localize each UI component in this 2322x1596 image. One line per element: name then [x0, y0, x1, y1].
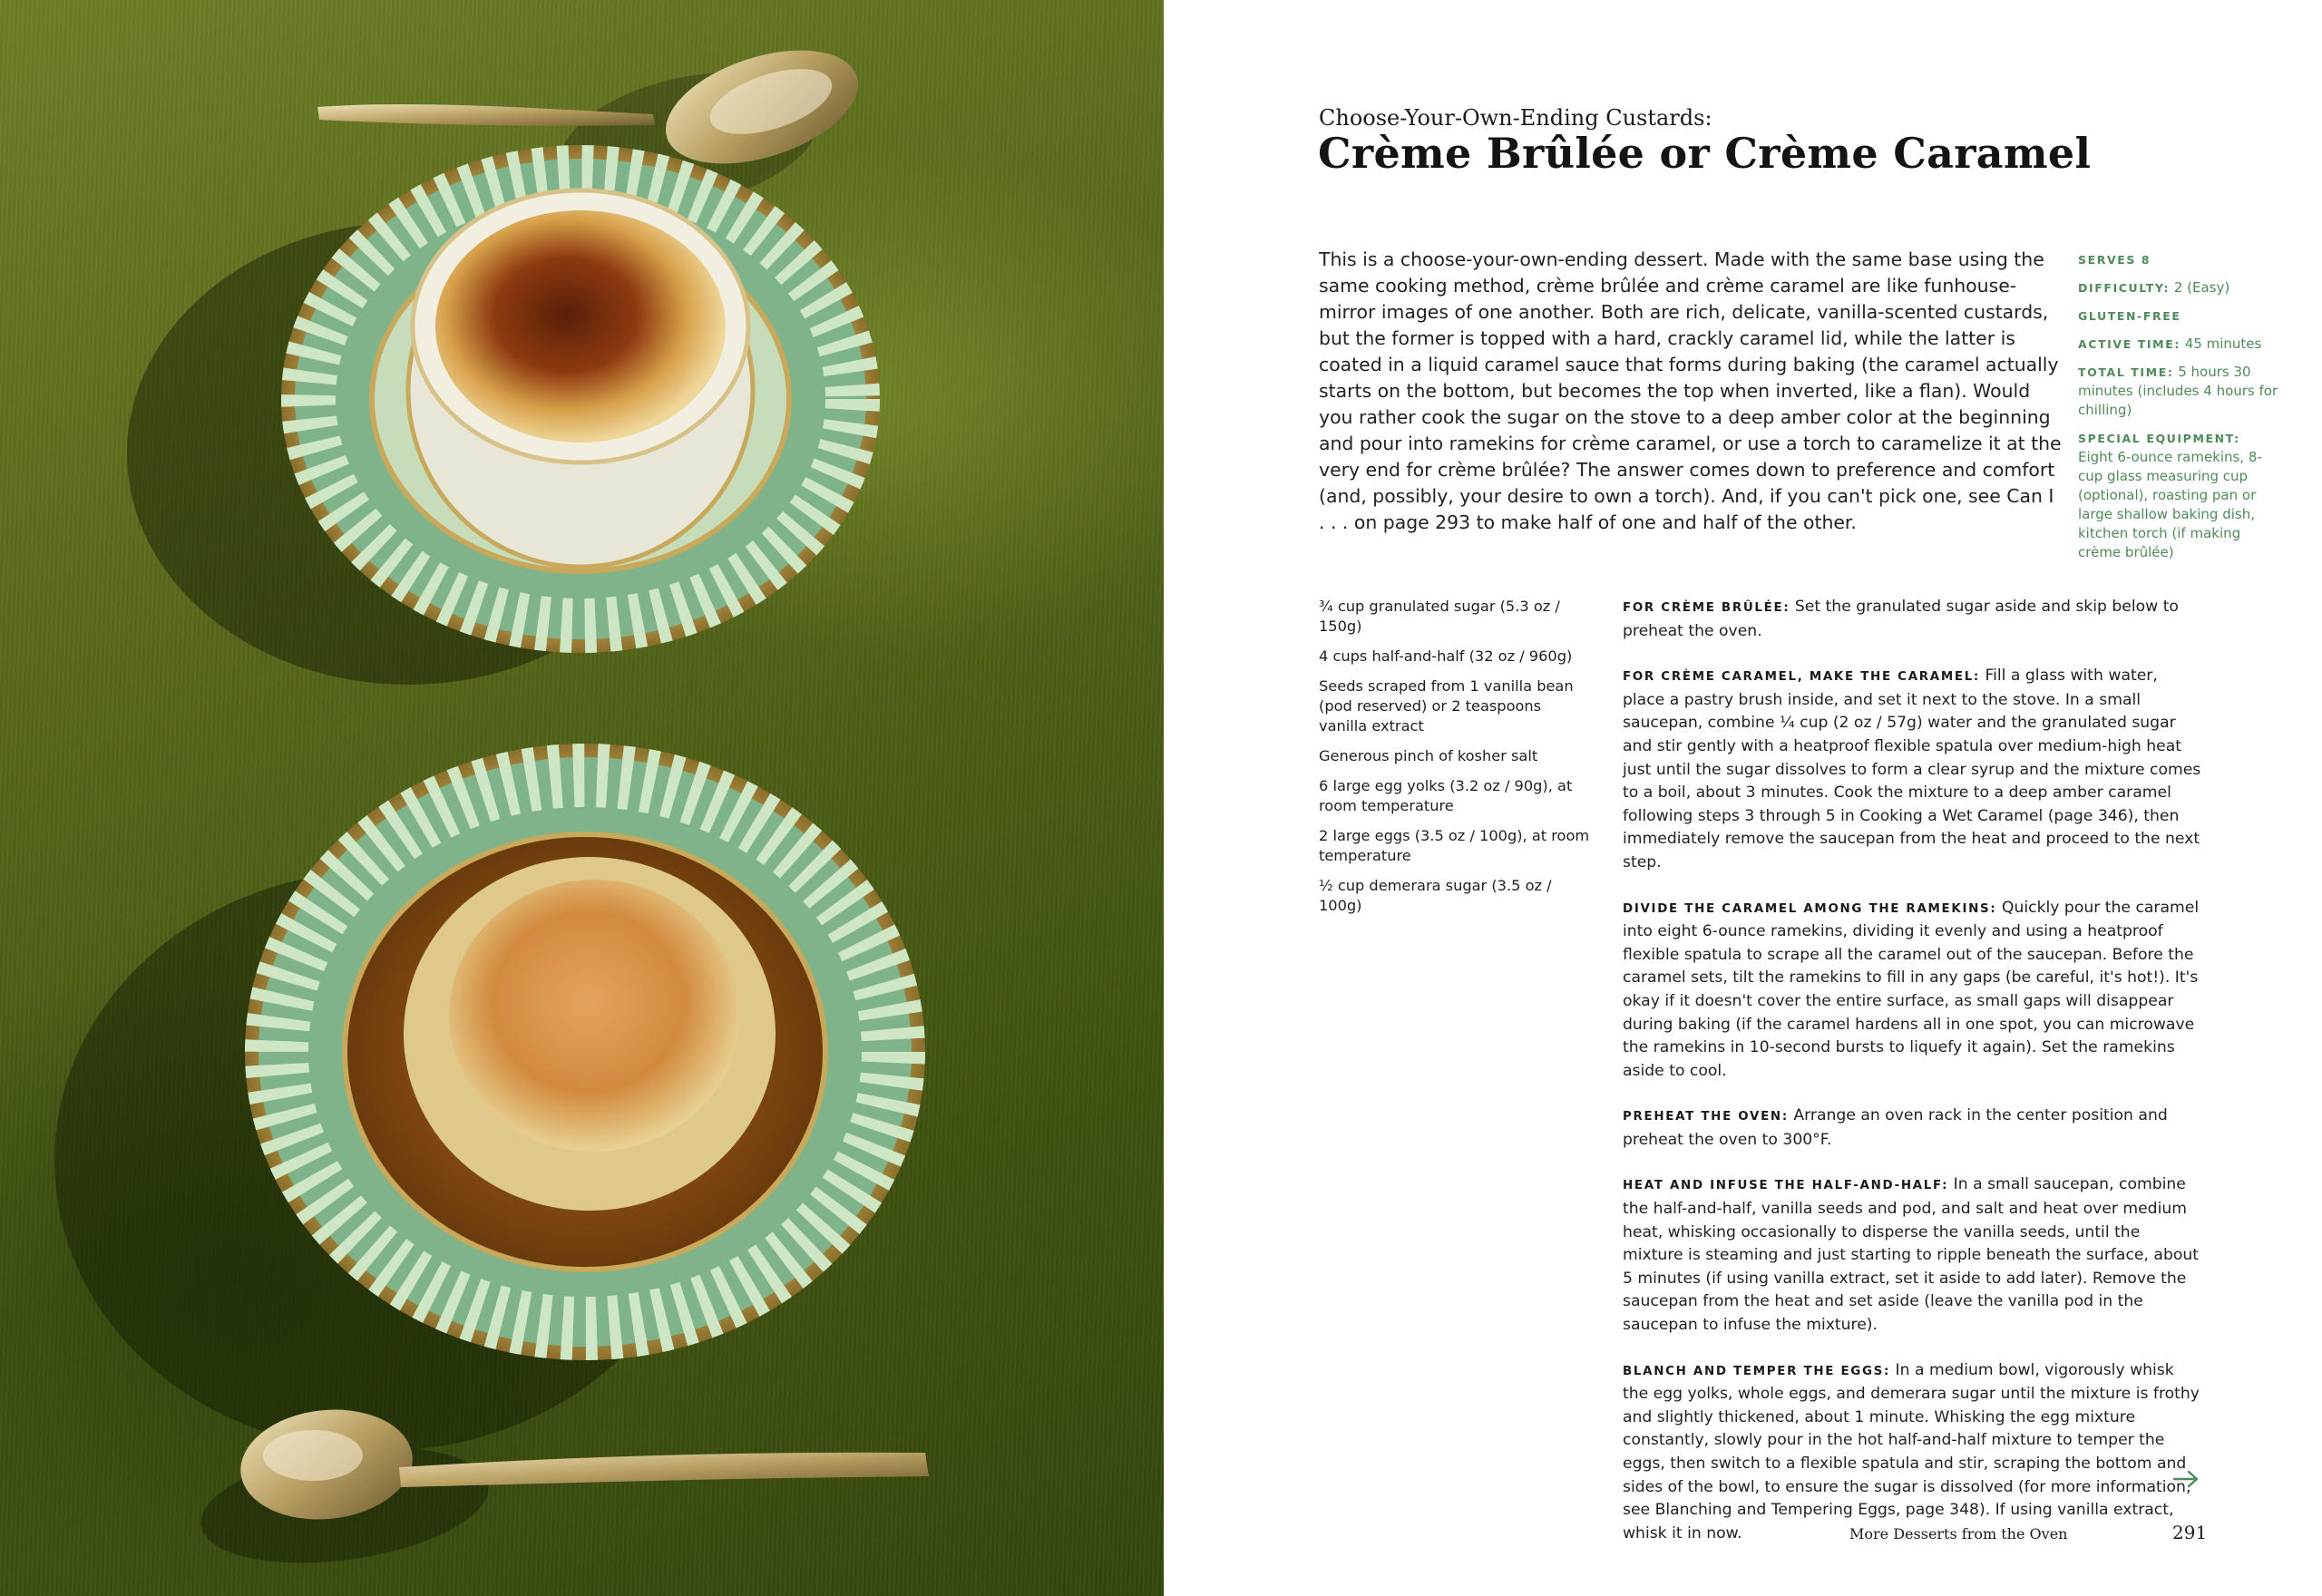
active-time-label: ACTIVE TIME:	[2078, 337, 2181, 351]
step-text: In a medium bowl, vigorously whisk the egg yolks, whole eggs, and demerara sugar until the mixture is frothy and slightly thickened, about 1 minute. Whisking the egg mixture constantly, slowly pour in the hot half-and-half mixture to temper the eggs, then switch to a flexible spatula and stir, scraping the bottom and sides of the bowl, to ensure the sugar is dissolved (for more information, see Blanching and Tempering Eggs, page 348). If using vanilla extract, whisk it in now.	[1623, 1360, 2200, 1542]
intro-paragraph: This is a choose-your-own-ending dessert. Made with the same base using the same cooking method, crème brûlée and crème caramel are like funhouse-mirror images of one another. Both are rich, delicate, vanilla-scented custards, but the former is topped with a hard, crackly caramel lid, while the latter is coated in a liquid caramel sauce that forms during baking (the caramel actually starts on the bottom, but becomes the top when inverted, like a flan). Would you rather cook the sugar on the stove to a deep amber color at the beginning and pour into ramekins for crème caramel, or use a torch to caramelize it at the very end for crème brûlée? The answer comes down to preference and comfort (and, possibly, your desire to own a torch). And, if you can't pick one, see Can I . . . on page 293 to make half of one and half of the other.	[1319, 248, 2062, 533]
creme-brulee-plate	[127, 145, 880, 685]
difficulty-value: 2 (Easy)	[2170, 279, 2230, 296]
bottom-spoon	[193, 1401, 929, 1579]
ingredient-item: 6 large egg yolks (3.2 oz / 90g), at room temperature	[1319, 777, 1573, 814]
step-label: BLANCH AND TEMPER THE EGGS:	[1623, 1364, 1891, 1378]
ingredient-item: Generous pinch of kosher salt	[1319, 747, 1538, 764]
step-text: Set the granulated sugar aside and skip below to preheat the oven.	[1623, 598, 2179, 640]
step-label: PREHEAT THE OVEN:	[1623, 1110, 1789, 1124]
difficulty-label: DIFFICULTY:	[2078, 281, 2171, 295]
total-time-label: TOTAL TIME:	[2078, 365, 2174, 379]
method-step	[1623, 596, 2203, 643]
meta-active-time	[2078, 335, 2287, 354]
step-text: In a small saucepan, combine the half-and-half, vanilla seeds and pod, and salt and heat over medium heat, whisking occasionally to disperse the vanilla seeds, until the mixture is steaming and just starting to ripple beneath the surface, about 5 minutes (if using vanilla extract, set it aside to add later). Remove the saucepan from the heat and set aside (leave the vanilla pod in the saucepan to infuse the mixture).	[1623, 1175, 2200, 1335]
active-time-value: 45 minutes	[2180, 336, 2262, 352]
ingredient-list	[1319, 597, 1591, 926]
recipe-meta	[2078, 250, 2287, 571]
ingredient-item: ½ cup demerara sugar (3.5 oz / 100g)	[1319, 877, 1552, 914]
method-step	[1623, 897, 2203, 1084]
arrow-right-icon[interactable]	[2172, 1469, 2200, 1489]
footer-section-title: More Desserts from the Oven	[1849, 1525, 2068, 1542]
recipe-page	[1164, 0, 2322, 1596]
step-label: FOR CRÈME CARAMEL, MAKE THE CARAMEL:	[1623, 670, 1980, 685]
recipe-intro	[1319, 247, 2063, 536]
creme-caramel-plate	[54, 744, 925, 1451]
ingredient-item: ¾ cup granulated sugar (5.3 oz / 150g)	[1319, 598, 1560, 635]
meta-difficulty	[2078, 278, 2287, 297]
step-text: Arrange an oven rack in the center position and preheat the oven to 300°F.	[1623, 1106, 2168, 1149]
meta-serves	[2078, 250, 2287, 269]
diet-label: GLUTEN-FREE	[2078, 309, 2181, 323]
serves-label: SERVES 8	[2078, 253, 2151, 267]
ingredient-item: Seeds scraped from 1 vanilla bean (pod reserved) or 2 teaspoons vanilla extract	[1319, 677, 1574, 735]
page-number: 291	[2172, 1522, 2208, 1543]
step-label: DIVIDE THE CARAMEL AMONG THE RAMEKINS:	[1623, 901, 1997, 916]
equipment-value: Eight 6-ounce ramekins, 8-cup glass measuring cup (optional), roasting pan or large shallow baking dish, kitchen torch (if making crème brûlée)	[2078, 449, 2262, 560]
meta-total-time	[2078, 363, 2287, 420]
method-step	[1623, 1173, 2203, 1337]
meta-equipment	[2078, 429, 2287, 562]
recipe-kicker: Choose-Your-Own-Ending Custards:	[1319, 105, 1712, 131]
ingredient-item: 4 cups half-and-half (32 oz / 960g)	[1319, 647, 1573, 665]
step-text: Quickly pour the caramel into eight 6-ounce ramekins, dividing it evenly and using a heatproof flexible spatula to scrape all the caramel out of the saucepan. Before the caramel sets, tilt the ramekins to fill in any gaps (be careful, it's hot!). It's okay if it doesn't cover the entire surface, as small gaps will disappear during baking (if the caramel hardens all in one spot, you can microwave the ramekins in 10-second bursts to liquefy it again). Set the ramekins aside to cool.	[1623, 898, 2200, 1080]
step-label: HEAT AND INFUSE THE HALF-AND-HALF:	[1623, 1179, 1949, 1193]
recipe-title: Crème Brûlée or Crème Caramel	[1318, 129, 2092, 178]
step-text: Fill a glass with water, place a pastry brush inside, and set it next to the stove. In a small saucepan, combine ¼ cup (2 oz / 57g) water and the granulated sugar and stir gently with a heatproof flexible spatula over medium-high heat just until the sugar dissolves to form a clear syrup and the mixture comes to a boil, about 3 minutes. Cook the mixture to a deep amber caramel following steps 3 through 5 in Cooking a Wet Caramel (page 346), then immediately remove the saucepan from the heat and proceed to the next step.	[1623, 667, 2201, 871]
method-step	[1623, 1359, 2203, 1546]
total-time-value: 5 hours 30 minutes (includes 4 hours for chilling)	[2078, 364, 2278, 418]
equipment-label: SPECIAL EQUIPMENT:	[2078, 432, 2240, 445]
meta-diet	[2078, 307, 2287, 326]
method-steps	[1623, 596, 2203, 1567]
step-label: FOR CRÈME BRÛLÉE:	[1623, 601, 1790, 615]
ingredient-item: 2 large eggs (3.5 oz / 100g), at room temperature	[1319, 827, 1590, 864]
method-step	[1623, 1105, 2203, 1152]
method-step	[1623, 665, 2203, 874]
